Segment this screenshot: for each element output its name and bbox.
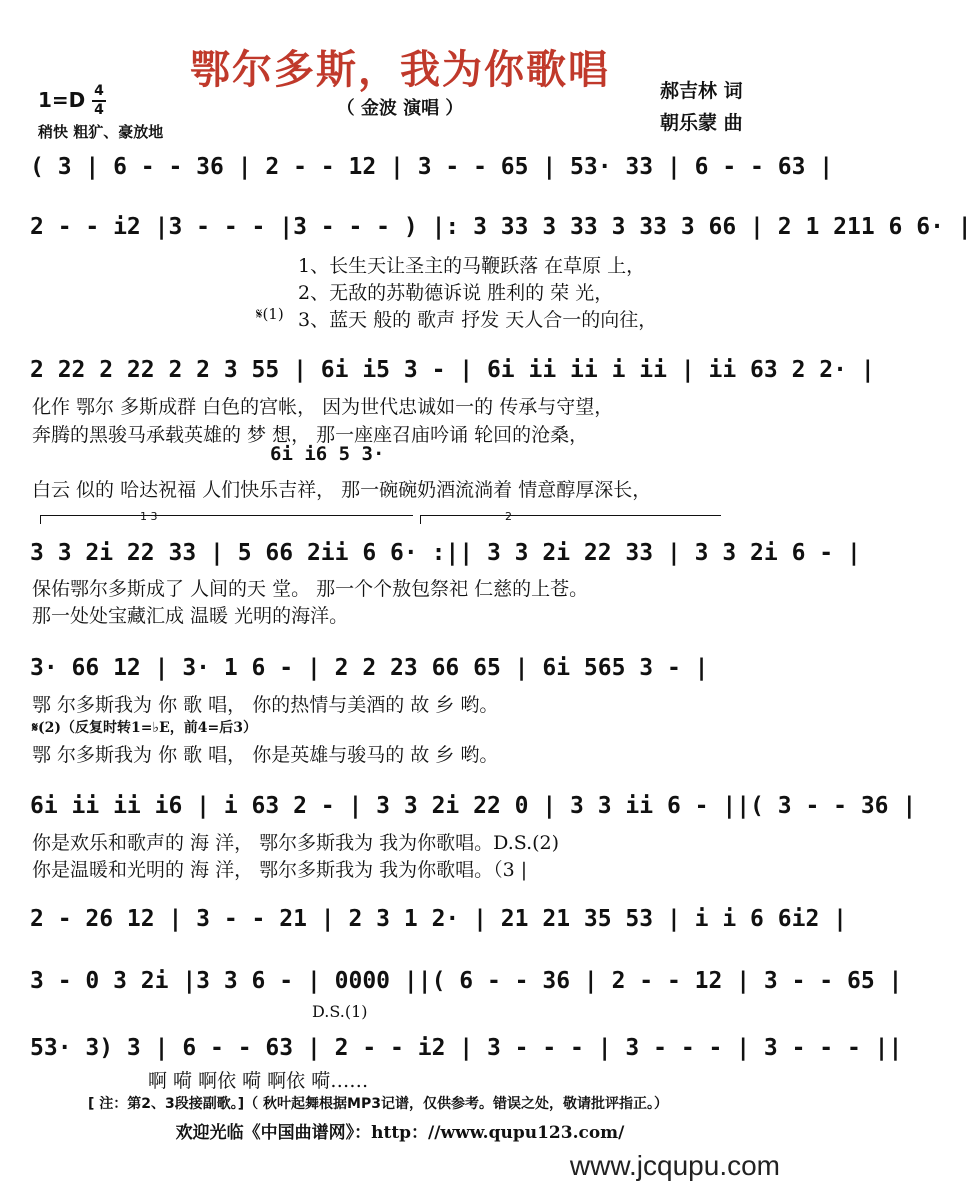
score-line-3: 2 22 2 22 2 2 3 55 | 6i i5 3 - | 6i ii ii i ii | ii 63 2 2· | [30,357,875,383]
lyric-verse1-b: 化作 鄂尔 多斯成群 白色的宫帐， 因为世代忠诚如一的 传承与守望， [32,396,614,418]
score-line-4: 3 3 2i 22 33 | 5 66 2ii 6 6· :|| 3 3 2i 22 33 | 3 3 2i 6 - | [30,540,861,566]
score-line-9: 53· 3) 3 | 6 - - 63 | 2 - - i2 | 3 - - - | 3 - - - | 3 - - - || [30,1035,903,1061]
lyric-verse1-a: 1、长生天让圣主的马鞭跃落 在草原 上， [298,255,646,277]
score-line-1: ( 3 | 6 - - 36 | 2 - - 12 | 3 - - 65 | 53· 33 | 6 - - 63 | [30,154,834,180]
score-line-3-alt: 6i i6 5 3· [270,443,385,465]
time-signature [92,84,106,118]
score-line-7: 2 - 26 12 | 3 - - 21 | 2 3 1 2· | 21 21 35 53 | i i 6 6i2 | [30,906,847,932]
lyric-coda: 啊 嗬 啊依 嗬 啊依 嗬…… [148,1070,369,1092]
watermark: www.jcqupu.com [569,1150,780,1181]
lyric-verse3-a: 3、蓝天 般的 歌声 抒发 天人合一的向往， [298,309,658,331]
volta-number-second: 2 [505,510,512,523]
lyric-refrain-1: 鄂 尔多斯我为 你 歌 唱， 你的热情与美酒的 故 乡 哟。 [32,694,499,716]
lyric-refrain-3: 你是欢乐和歌声的 海 洋， 鄂尔多斯我为 我为你歌唱。D.S.(2) [32,832,560,854]
score-line-8: 3 - 0 3 2i |3 3 6 - | 0000 ||( 6 - - 36 | 2 - - 12 | 3 - - 65 | [30,968,903,994]
lyric-verse3-b: 白云 似的 哈达祝福 人们快乐吉祥， 那一碗碗奶酒流淌着 情意醇厚深长， [32,479,652,501]
welcome-line: 欢迎光临《中国曲谱网》：http：//www.qupu123.com/ [175,1123,625,1143]
meter-bottom: 4 [94,102,104,118]
key-signature: 1=D [38,88,86,112]
lyric-verse2-c: 那一处处宝藏汇成 温暖 光明的海洋。 [32,605,349,627]
volta-bracket-first [40,515,413,524]
score-line-2: 2 - - i2 |3 - - - |3 - - - ) |: 3 33 3 33 3 33 3 66 | 2 1 211 6 6· | [30,214,972,240]
lyric-verse2-a: 2、无敌的苏勒德诉说 胜利的 荣 光， [298,282,614,304]
footnote: [ 注：第2、3段接副歌。]（ 秋叶起舞根据MP3记谱，仅供参考。错误之处，敬请批评指正。） [88,1096,668,1112]
dal-segno-1: D.S.(1) [312,1002,368,1021]
score-line-5: 3· 66 12 | 3· 1 6 - | 2 2 23 66 65 | 6i 565 3 - | [30,655,709,681]
score-line-6: 6i ii ii i6 | i 63 2 - | 3 3 2i 22 0 | 3 3 ii 6 - ||( 3 - - 36 | [30,793,917,819]
tempo-marking: 稍快 粗犷、豪放地 [38,123,164,141]
lyric-refrain-2: 鄂 尔多斯我为 你 歌 唱， 你是英雄与骏马的 故 乡 哟。 [32,744,499,766]
singer-credit: （ 金波 演唱 ） [336,98,464,119]
segno-sign-2: 𝄋(2)（反复时转1=♭E，前4=后3） [32,720,257,736]
volta-number-first: 1 3 [140,510,158,523]
volta-bracket-second [420,515,721,524]
lyric-refrain-4: 你是温暖和光明的 海 洋， 鄂尔多斯我为 我为你歌唱。（3 | [32,859,528,881]
lyric-verse2-b: 奔腾的黑骏马承载英雄的 梦 想， 那一座座召庙吟诵 轮回的沧桑， [32,424,589,446]
song-title: 鄂尔多斯，我为你歌唱 [190,47,610,93]
segno-sign-1: 𝄋(1) [256,305,284,323]
meter-top: 4 [94,83,104,99]
lyricist-credit: 郝吉林 词 [660,80,743,102]
lyric-verse1-c: 保佑鄂尔多斯成了 人间的天 堂。 那一个个敖包祭祀 仁慈的上苍。 [32,578,589,600]
composer-credit: 朝乐蒙 曲 [660,112,743,134]
